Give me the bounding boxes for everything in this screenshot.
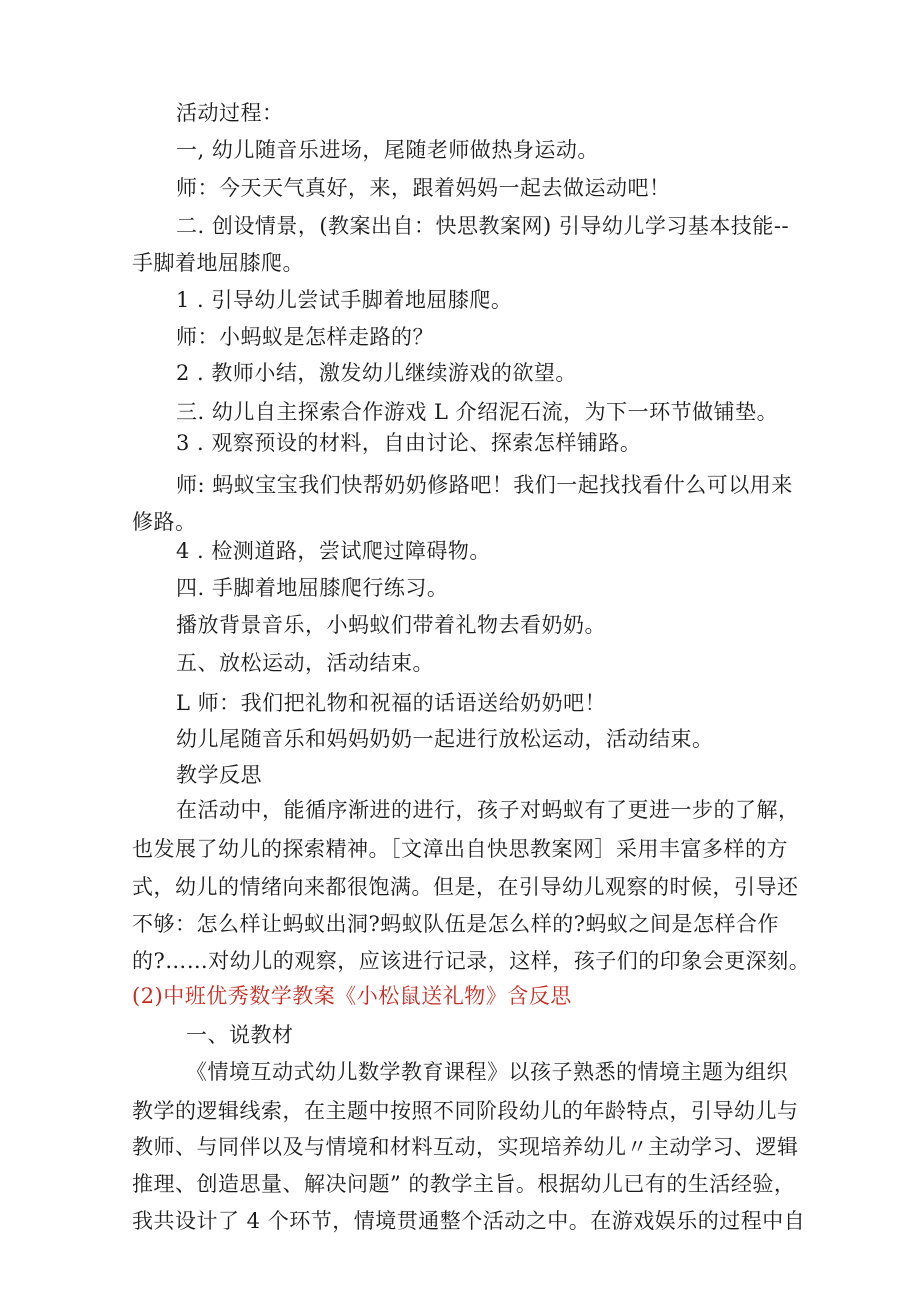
paragraph-line: 手脚着地屈膝爬。 — [132, 251, 304, 275]
paragraph-line: 式，幼儿的情绪向来都很饱满。但是，在引导幼儿观察的时候，引导还 — [132, 875, 799, 899]
paragraph-line: L 师：我们把礼物和祝福的话语送给奶奶吧！ — [176, 691, 607, 715]
paragraph-line: 师: 蚂蚁宝宝我们快帮奶奶修路吧！我们一起找找看什么可以用来 — [176, 473, 793, 497]
section-title: (2)中班优秀数学教案《小松鼠送礼物》含反思 — [132, 984, 572, 1008]
paragraph-line: 五、放松运动，活动结束。 — [176, 651, 434, 675]
paragraph-line: 幼儿尾随音乐和妈妈奶奶一起进行放松运动，活动结束。 — [176, 727, 714, 751]
paragraph-line: 师：小蚂蚁是怎样走路的？ — [176, 325, 434, 349]
paragraph-line: 修路。 — [132, 510, 197, 534]
paragraph-line: 也发展了幼儿的探索精神。［文漳出自快思教案网］采用丰富多样的方 — [132, 837, 788, 861]
paragraph-line: 教学的逻辑线索，在主题中按照不同阶段幼儿的年龄特点，引导幼儿与 — [132, 1099, 799, 1123]
paragraph-line: 师：今天天气真好，来，跟着妈妈一起去做运动吧！ — [176, 176, 671, 200]
paragraph-line: 推理、创造思量、解决问题” 的教学主旨。根据幼儿已有的生活经验， — [132, 1172, 796, 1196]
paragraph-line: 4 . 检测道路，尝试爬过障碍物。 — [176, 539, 491, 563]
paragraph-line: 的?……对幼儿的观察，应该进行记录，这样，孩子们的印象会更深刻。 — [132, 949, 811, 973]
paragraph-line: 1 . 引导幼儿尝试手脚着地屈膝爬。 — [176, 288, 513, 312]
teaching-reflection-heading: 教学反思 — [176, 763, 262, 787]
paragraph-line: 教师、与同伴以及与情境和材料互动，实现培养幼儿〃主动学习、逻辑 — [132, 1135, 799, 1159]
paragraph-line: 四. 手脚着地屈膝爬行练习。 — [176, 576, 449, 600]
paragraph-line: 在活动中，能循序渐进的进行，孩子对蚂蚁有了更进一步的了解， — [176, 798, 800, 822]
paragraph-line: 播放背景音乐，小蚂蚁们带着礼物去看奶奶。 — [176, 613, 606, 637]
paragraph-line: 《情境互动式幼儿数学教育课程》以孩子熟悉的情境主题为组织 — [186, 1060, 788, 1084]
paragraph-line: 二. 创设情景，(教案出自：快思教案网) 引导幼儿学习基本技能-- — [176, 214, 790, 238]
activity-process-heading: 活动过程： — [176, 101, 284, 125]
paragraph-line: 不够：怎么样让蚂蚁出洞?蚂蚁队伍是怎么样的?蚂蚁之间是怎样合作 — [132, 912, 780, 936]
paragraph-line: 一, 幼儿随音乐进场，尾随老师做热身运动。 — [176, 138, 599, 162]
subsection-heading: 一、说教材 — [186, 1023, 294, 1047]
paragraph-line: 2 . 教师小结，激发幼儿继续游戏的欲望。 — [176, 361, 577, 385]
paragraph-line: 我共设计了 4 个环节，情境贯通整个活动之中。在游戏娱乐的过程中自 — [132, 1209, 806, 1233]
paragraph-line: 3 . 观察预设的材料，自由讨论、探索怎样铺路。 — [176, 431, 642, 455]
paragraph-line: 三. 幼儿自主探索合作游戏 L 介绍泥石流，为下一环节做铺垫。 — [176, 400, 779, 424]
